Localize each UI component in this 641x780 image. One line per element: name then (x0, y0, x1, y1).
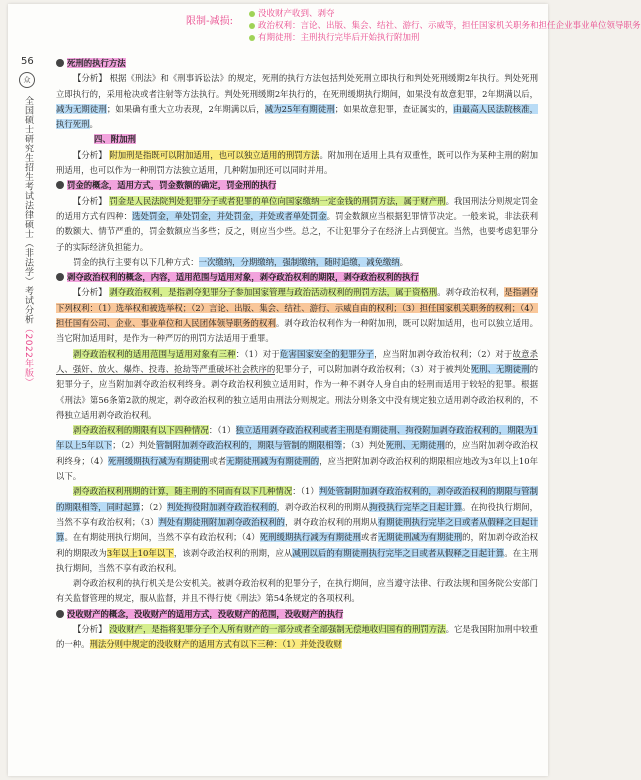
running-title: 全国硕士研究生招生考试法律硕士（非法学）考试分析（2022年版） (23, 96, 33, 387)
handwritten-note: 有期徒刑：主刑执行完毕后开始执行附加刑 (258, 32, 641, 44)
handwritten-note: 政治权利：言论、出版、集会、结社、游行、示威等，担任国家机关职务和担任企业事业单位领导职务 (258, 20, 641, 32)
paragraph: 【分析】 没收财产，是指将犯罪分子个人所有财产的一部分或者全部强制无偿地收归国有的刑罚方法。它是我国附加刑中较重的一种。刑法分则中规定的没收财产的适用方式有以下三种：（1）并处没收财 (56, 623, 539, 650)
document-page (8, 4, 641, 776)
bullet-icon (56, 610, 64, 618)
paragraph: 【分析】 剥夺政治权利，是指剥夺犯罪分子参加国家管理与政治活动权利的刑罚方法，属于资格刑。剥夺政治权利，是指剥夺下列权利：（1）选举权和被选举权；（2）言论、出版、集会、结社、游行、示威自由的权利；（3）担任国家机关职务的权利；（4）担任国有公司、企业、事业单位和人民团体领导职务的权利。剥夺政治权利作为一种附加刑，既可以附加适用，也可以独立适用。当它附加适用时，是作为一种严厉的刑罚方法适用于重罪。 (56, 287, 539, 344)
section-heading: 罚金的概念，适用方式，罚金数额的确定，罚金刑的执行 (56, 178, 538, 193)
handwritten-notes (258, 8, 641, 44)
paragraph: 剥夺政治权利刑期的计算，随主刑的不同而有以下几种情况：（1）判处管制附加剥夺政治权利的，剥夺政治权利的期限与管制的期限相等，同时起算；（2）判处拘役附加剥夺政治权利的，剥夺政治权利的刑期从拘役执行完毕之日起计算。在拘役执行期间，当然不享有政治权利；（3）判处有期徒刑附加剥夺政治权利的，剥夺政治权利的刑期从有期徒刑执行完毕之日或者从假释之日起计算。在有期徒刑执行期间，当然不享有政治权利；（4）死刑缓期执行减为有期徒刑或者无期徒刑减为有期徒刑的，附加剥夺政治权利的期限改为3年以上10年以下，该剥夺政治权利的刑期，应从减刑以后的有期徒刑执行完毕之日或者从假释之日起计算。在主刑执行期间，当然不享有政治权利。 (56, 486, 539, 573)
paragraph: 剥夺政治权利的期限有以下四种情况：（1）独立适用剥夺政治权利或者主刑是有期徒刑、拘役附加剥夺政治权利的，期限为1年以上5年以下；（2）判处管制附加剥夺政治权利的，期限与管制的期限相等；（3）判处死刑、无期徒刑的，应当附加剥夺政治权利终身；（4）死刑缓期执行减为有期徒刑或者无期徒刑减为有期徒刑的，应当把附加剥夺政治权利的期限相应地改为3年以上10年以下。 (56, 425, 539, 482)
paragraph: 【分析】 附加刑是指既可以附加适用，也可以独立适用的刑罚方法。附加刑在适用上具有双重性，既可以作为某种主刑的附加刑适用，也可以作为一种刑罚方法独立适用，几种附加刑还可以同时并用。 (56, 149, 539, 176)
bullet-dot-icon (249, 11, 255, 17)
paragraph: 罚金的执行主要有以下几种方式：一次缴纳，分期缴纳，强制缴纳，随时追缴，减免缴纳。 (73, 256, 408, 267)
handwritten-label: 限制-减损: (186, 16, 233, 27)
bullet-icon (56, 181, 64, 189)
bullet-dot-icon (249, 35, 255, 41)
section-heading: 四、附加刑 (94, 134, 136, 145)
page-number: 56 (21, 56, 34, 67)
publisher-logo-icon: 众 (19, 72, 35, 88)
bullet-icon (56, 59, 64, 67)
bullet-icon (56, 273, 64, 281)
bullet-dot-icon (249, 23, 255, 29)
section-heading: 剥夺政治权利的概念，内容，适用范围与适用对象，剥夺政治权利的期限，剥夺政治权利的执行 (56, 270, 538, 285)
handwritten-note: 没收财产收到、剥夺 (258, 8, 641, 20)
section-heading: 死刑的执行方法 (56, 56, 538, 71)
paragraph: 【分析】 罚金是人民法院判处犯罪分子或者犯罪的单位向国家缴纳一定金钱的刑罚方法，属于财产刑。我国刑法分则规定罚金的适用方式有四种：选处罚金，单处罚金，并处罚金，并处或者单处罚金。罚金数额应当根据犯罪情节决定。一般来说，非法获利的数额大、情节严重的，罚金数额应当多些；反之，则应当少些。总之，不让犯罪分子在经济上占到便宜。当然，也要考虑犯罪分子的实际经济负担能力。 (56, 195, 539, 252)
section-heading: 没收财产的概念，没收财产的适用方式，没收财产的范围，没收财产的执行 (56, 607, 538, 622)
paragraph: 剥夺政治权利的适用范围与适用对象有三种：（1）对于危害国家安全的犯罪分子，应当附加剥夺政治权利；（2）对于故意杀人、强奸、放火、爆炸、投毒、抢劫等严重破坏社会秩序的犯罪分子，可以附加剥夺政治权利；（3）对于被判处死刑、无期徒刑的犯罪分子，应当附加剥夺政治权利终身。剥夺政治权利独立适用时，作为一种不剥夺人身自由的轻刑而适用于较轻的犯罪。根据《刑法》第56条第2款的规定，剥夺政治权利的独立适用由刑法分则规定。刑法分则条文中没有规定独立适用剥夺政治权利的，不得独立适用剥夺政治权利。 (56, 348, 539, 420)
paragraph: 剥夺政治权利的执行机关是公安机关。被剥夺政治权利的犯罪分子，在执行期间，应当遵守法律、行政法规和国务院公安部门有关监督管理的规定，服从监督，并且不得行使《刑法》第54条规定的各项权利。 (56, 578, 538, 604)
main-content (56, 56, 538, 653)
paragraph: 【分析】 根据《刑法》和《刑事诉讼法》的规定，死刑的执行方法包括判处死刑立即执行和判处死刑缓期2年执行。判处死刑立即执行的，采用枪决或者注射等方法执行。判处死刑缓期2年执行的，在死刑缓期执行期间，如果没有故意犯罪，2年期满以后，减为无期徒刑；如果确有重大立功表现，2年期满以后，减为25年有期徒刑；如果故意犯罪，查证属实的，由最高人民法院核准，执行死刑。 (56, 73, 539, 130)
